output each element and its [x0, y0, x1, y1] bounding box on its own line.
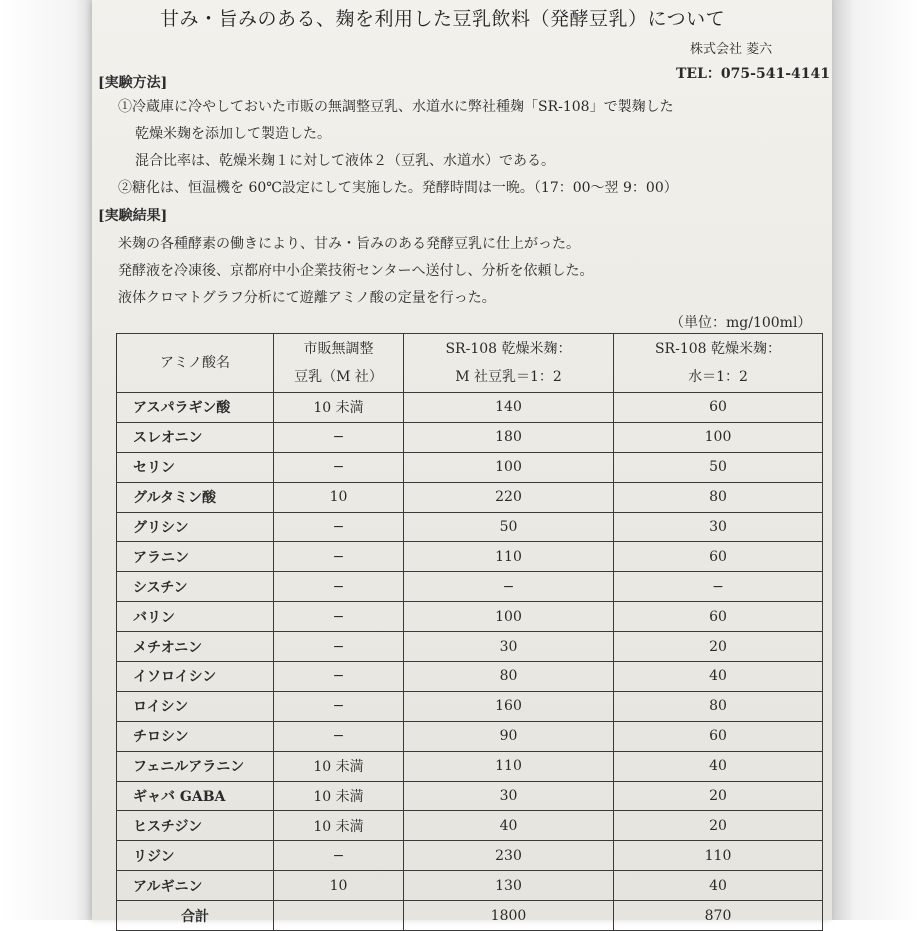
value-cell: 180: [404, 422, 614, 452]
value-cell: 80: [614, 691, 823, 721]
results-line: 液体クロマトグラフ分析にて遊離アミノ酸の定量を行った。: [118, 290, 496, 306]
amino-acid-name-cell: メチオニン: [117, 632, 274, 662]
value-cell: 40: [614, 751, 823, 781]
amino-acid-name-cell: スレオニン: [117, 422, 274, 452]
value-cell: −: [274, 662, 404, 692]
method-heading: [実験方法]: [98, 75, 168, 91]
value-cell: −: [274, 691, 404, 721]
value-cell: −: [274, 632, 404, 662]
results-line: 米麹の各種酵素の働きにより、甘み・旨みのある発酵豆乳に仕上がった。: [118, 236, 580, 252]
value-cell: 80: [614, 482, 823, 512]
value-cell: 60: [614, 602, 823, 632]
header-koji-water: [614, 334, 823, 393]
value-cell: 80: [404, 662, 614, 692]
value-cell: 60: [614, 542, 823, 572]
value-cell: 20: [614, 781, 823, 811]
table-row: [117, 542, 823, 572]
header-line: 市販無調整: [303, 341, 374, 357]
method-line: 混合比率は、乾燥米麹１に対して液体２（豆乳、水道水）である。: [135, 153, 555, 169]
amino-acid-name-cell: フェニルアラニン: [117, 751, 274, 781]
amino-acid-name-cell: グルタミン酸: [117, 482, 274, 512]
amino-acid-name-cell: セリン: [117, 452, 274, 482]
value-cell: 20: [614, 811, 823, 841]
table-row: [117, 811, 823, 841]
method-line: ①冷蔵庫に冷やしておいた市販の無調整豆乳、水道水に弊社種麹「SR-108」で製麹した: [118, 99, 674, 115]
amino-acid-name-cell: ヒスチジン: [117, 811, 274, 841]
header-line: SR-108 乾燥米麹：: [445, 341, 572, 357]
method-line: 乾燥米麹を添加して製造した。: [135, 126, 331, 142]
table-row: [117, 841, 823, 871]
value-cell: 20: [614, 632, 823, 662]
value-cell: 10: [274, 482, 404, 512]
amino-acid-name-cell: チロシン: [117, 721, 274, 751]
header-line: 豆乳（M 社）: [294, 369, 383, 385]
table-row: [117, 602, 823, 632]
value-cell: 130: [404, 871, 614, 901]
value-cell: 230: [404, 841, 614, 871]
table-unit: （単位：mg/100ml）: [670, 315, 812, 331]
amino-acid-name-cell: グリシン: [117, 512, 274, 542]
document-title: 甘み・旨みのある、麹を利用した豆乳飲料（発酵豆乳）について: [160, 8, 726, 30]
value-cell: 100: [404, 452, 614, 482]
header-line: M 社豆乳＝1：2: [455, 369, 562, 385]
amino-acid-name-cell: 合計: [117, 901, 274, 931]
table-row: [117, 691, 823, 721]
value-cell: 100: [614, 422, 823, 452]
amino-acid-name-cell: リジン: [117, 841, 274, 871]
value-cell: −: [274, 572, 404, 602]
table-row: [117, 721, 823, 751]
page-margin-left: [0, 0, 92, 920]
header-line: SR-108 乾燥米麹：: [654, 341, 782, 357]
table-row: [117, 751, 823, 781]
value-cell: 40: [404, 811, 614, 841]
value-cell: 40: [614, 871, 823, 901]
results-line: 発酵液を冷凍後、京都府中小企業技術センターへ送付し、分析を依頼した。: [118, 263, 594, 279]
company-tel: TEL：075-541-4141: [676, 66, 830, 82]
amino-acid-name-cell: アラニン: [117, 542, 274, 572]
header-line: 水＝1：2: [688, 369, 748, 385]
amino-acid-name-cell: ロイシン: [117, 691, 274, 721]
table-row: [117, 422, 823, 452]
amino-acid-name-cell: アルギニン: [117, 871, 274, 901]
value-cell: [274, 901, 404, 931]
table-row: [117, 482, 823, 512]
value-cell: 90: [404, 721, 614, 751]
value-cell: 40: [614, 662, 823, 692]
value-cell: 30: [614, 512, 823, 542]
value-cell: −: [274, 602, 404, 632]
amino-acid-name-cell: バリン: [117, 602, 274, 632]
value-cell: 10 未満: [274, 811, 404, 841]
value-cell: 1800: [404, 901, 614, 931]
value-cell: −: [274, 512, 404, 542]
header-amino-acid-name: アミノ酸名: [117, 334, 274, 393]
value-cell: 220: [404, 482, 614, 512]
value-cell: 10: [274, 871, 404, 901]
value-cell: 60: [614, 393, 823, 423]
table-row: [117, 901, 823, 931]
value-cell: 10 未満: [274, 781, 404, 811]
value-cell: 870: [614, 901, 823, 931]
value-cell: −: [274, 721, 404, 751]
table-header-row: [117, 334, 823, 393]
company-name: 株式会社 菱六: [690, 42, 773, 57]
amino-acid-name-cell: アスパラギン酸: [117, 393, 274, 423]
value-cell: 110: [404, 751, 614, 781]
header-koji-soymilk: [404, 334, 614, 393]
results-heading: [実験結果]: [98, 208, 168, 224]
value-cell: −: [274, 542, 404, 572]
value-cell: 110: [404, 542, 614, 572]
amino-acid-name-cell: ギャバ GABA: [117, 781, 274, 811]
value-cell: 160: [404, 691, 614, 721]
method-line: ②糖化は、恒温機を 60℃設定にして実施した。発酵時間は一晩。（17：00〜翌 9：00）: [118, 180, 678, 196]
table-row: [117, 572, 823, 602]
amino-acid-name-cell: シスチン: [117, 572, 274, 602]
amino-acid-table: [116, 333, 823, 931]
value-cell: 140: [404, 393, 614, 423]
value-cell: 50: [614, 452, 823, 482]
table-row: [117, 452, 823, 482]
value-cell: 50: [404, 512, 614, 542]
table-row: [117, 393, 823, 423]
table-row: [117, 781, 823, 811]
table-row: [117, 871, 823, 901]
value-cell: 110: [614, 841, 823, 871]
header-commercial-soymilk: [274, 334, 404, 393]
amino-acid-name-cell: イソロイシン: [117, 662, 274, 692]
table-row: [117, 632, 823, 662]
page-margin-right: [832, 0, 920, 920]
value-cell: 30: [404, 632, 614, 662]
value-cell: 60: [614, 721, 823, 751]
value-cell: −: [274, 841, 404, 871]
value-cell: 10 未満: [274, 751, 404, 781]
value-cell: 10 未満: [274, 393, 404, 423]
value-cell: −: [614, 572, 823, 602]
table-row: [117, 662, 823, 692]
value-cell: −: [274, 452, 404, 482]
value-cell: −: [404, 572, 614, 602]
value-cell: 100: [404, 602, 614, 632]
table-row: [117, 512, 823, 542]
value-cell: 30: [404, 781, 614, 811]
value-cell: −: [274, 422, 404, 452]
